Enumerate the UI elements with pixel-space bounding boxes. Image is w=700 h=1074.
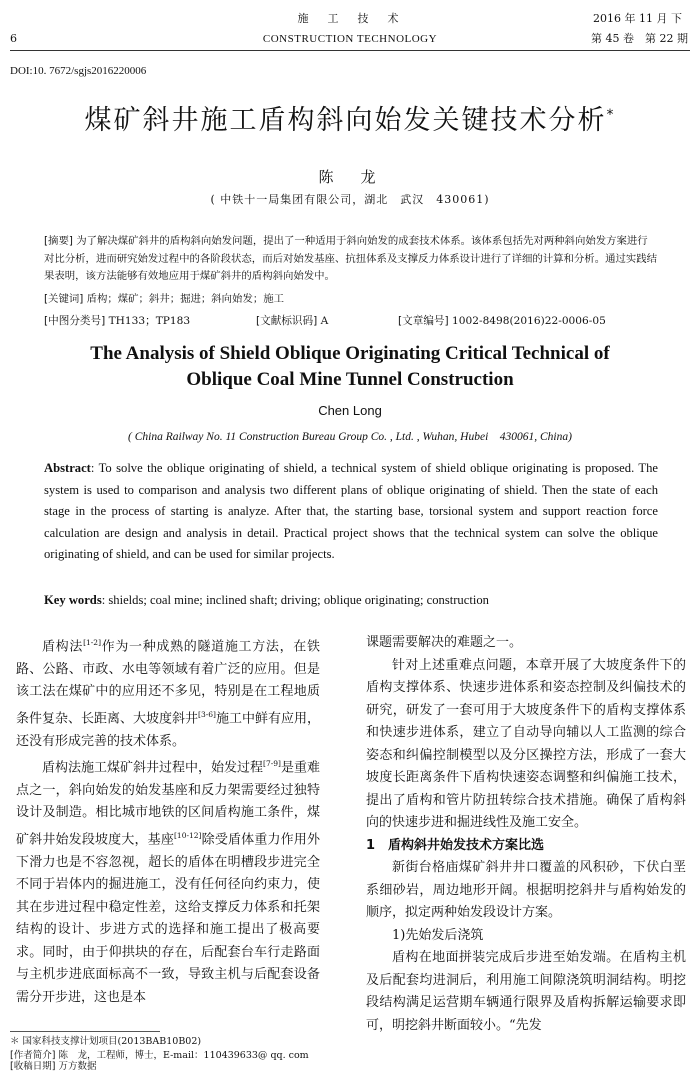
citation: [10-12] — [174, 830, 202, 840]
title-en-line-1: The Analysis of Shield Oblique Originating Critical Technical of — [90, 343, 610, 364]
citation: [3-6] — [198, 709, 216, 719]
body-column-left — [16, 632, 320, 1009]
clc-value: TH133；TP183 — [108, 315, 191, 327]
issue-date: 2016 年 11 月 下 — [593, 12, 682, 25]
abstract-cn-label: [摘要] — [44, 235, 73, 247]
title-footnote-mark: * — [606, 107, 616, 123]
body-text: 盾构法施工煤矿斜井过程中，始发过程 — [42, 760, 264, 776]
abstract-en — [44, 458, 658, 566]
clc-number — [44, 313, 190, 328]
fund-footnote: ＊ 国家科技支撑计划项目(2013BAB10B02) — [10, 1036, 202, 1047]
abstract-cn — [44, 233, 658, 286]
header-rule — [10, 50, 690, 51]
journal-name-en: CONSTRUCTION TECHNOLOGY — [262, 33, 438, 45]
journal-name-cn: 施 工 技 术 — [297, 12, 403, 25]
article-number-label: [文章编号] — [398, 315, 449, 327]
affiliation-en: ( China Railway No. 11 Construction Bureau Group Co. , Ltd. , Wuhan, Hubei 430061, China) — [128, 431, 572, 443]
keywords-cn-label: [关键词] — [44, 293, 84, 305]
affiliation-cn: ( 中铁十一局集团有限公司，湖北 武汉 430061) — [210, 193, 490, 206]
body-paragraph: 新街台格庙煤矿斜井井口覆盖的风积砂，下伏白垩系细砂岩，周边地形开阔。根据明挖斜井与盾构始发的顺序，拟定两种始发段设计方案。 — [366, 860, 686, 920]
received-date — [10, 1060, 340, 1074]
abstract-en-label: Abstract — [44, 461, 91, 475]
citation: [1-2] — [83, 638, 101, 647]
page-number: 6 — [10, 32, 17, 45]
section-heading: 1 盾构斜井始发技术方案比选 — [366, 837, 545, 853]
author-bio-text: 陈 龙，工程师，博士，E-mail：110439633@ qq. com — [58, 1050, 309, 1061]
body-paragraph — [16, 753, 320, 1009]
footnote-rule — [10, 1031, 160, 1032]
body-paragraph: 课题需要解决的难题之一。 — [366, 635, 523, 650]
title-en-line-2: Oblique Coal Mine Tunnel Construction — [186, 369, 514, 390]
citation: [7-9] — [263, 759, 281, 769]
body-text: 施工中鲜有应用，还没有形成完善的技术体系。 — [16, 711, 320, 749]
author-cn: 陈 龙 — [318, 168, 382, 186]
body-paragraph: 盾构在地面拼装完成后步进至始发端。在盾构主机及后配套均进洞后，利用施工间隙浇筑明洞结构。明挖段结构满足运营期车辆通行限界及盾构拆解运输要求即可，明挖斜井断面较小。“先发 — [366, 950, 686, 1033]
doi: DOI:10. 7672/sgjs2016220006 — [10, 65, 147, 77]
paper-title-en — [0, 341, 700, 393]
body-text: 作为一种成熟的隧道施工方法，在铁路、公路、市政、水电等领域有着广泛的应用。但是该工法在煤矿中的应用还不多见，特别是在工程地质条件复杂、长距离、大坡度斜井 — [16, 639, 320, 727]
issue-volume: 第 45 卷 第 22 期 — [591, 32, 688, 45]
title-cn-text: 煤矿斜井施工盾构斜向始发关键技术分析 — [84, 105, 607, 136]
document-code — [256, 313, 328, 328]
author-en: Chen Long — [318, 403, 382, 418]
subsection-heading: 1)先始发后浇筑 — [392, 927, 484, 943]
clc-label: [中图分类号] — [44, 315, 106, 327]
body-text: 是重难点之一，斜向始发的始发基座和反力架需要经过独特设计及制造。相比城市地铁的区间盾构施工条件，煤矿斜井始发段坡度大，基座 — [16, 760, 320, 848]
abstract-cn-text: 为了解决煤矿斜井的盾构斜向始发问题，提出了一种适用于斜向始发的成套技术体系。该体系包括先对两种斜向始发方案进行对比分析，进而研究始发过程中的各阶段状态，而后对始发基座、抗扭体系及支撑反力体系设计进行了详细的计算和分析。通过实践结果表明，该方法能够有效地应用于煤矿斜井的盾构斜向始发中。 — [44, 235, 658, 282]
keywords-en — [44, 593, 658, 608]
document-code-label: [文献标识码] — [256, 315, 318, 327]
keywords-en-label: Key words — [44, 593, 102, 607]
paper-title-cn — [0, 98, 700, 137]
article-number — [398, 313, 606, 328]
keywords-cn-text: 盾构；煤矿；斜井；掘进；斜向始发；施工 — [86, 293, 285, 305]
received-date-label: [收稿日期] — [10, 1061, 56, 1072]
article-number-value: 1002-8498(2016)22-0006-05 — [452, 315, 606, 327]
body-column-right — [366, 632, 686, 1037]
body-paragraph: 针对上述重难点问题，本章开展了大坡度条件下的盾构支撑体系、快速步进体系和姿态控制及纠偏技术的研究，研发了一套可用于大坡度条件下的盾构支撑体系和快速步进体系，建立了自动导向辅以人工监测的综合姿态和纠偏控制模型以及分区操控方法，形成了一套大坡度长距离条件下盾构快速姿态调整和纠偏施工技术，提出了盾构和管片防扭转综合技术措施。确保了盾构斜向的快速步进和掘进线性及施工安全。 — [366, 657, 686, 830]
author-bio-label: [作者简介] — [10, 1050, 56, 1061]
document-code-value: A — [320, 315, 329, 327]
body-text: 除受盾体重力作用外下滑力也是不容忽视，超长的盾体在明槽段步进完全不同于岩体内的掘进施工，没有任何径向约束力，使其在步进过程中稳定性差，这给支撑反力体系和托架结构的设计、步进方式的选择和施工提出了极高要求。同时，由于仰拱块的存在，后配套台车行走路面与主机步进底面标高不一致，导致主机与后配套设备需分开步进，这也是本 — [16, 832, 320, 1005]
abstract-en-text: : To solve the oblique originating of shield, a technical system of shield oblique originating is proposed. The system is used to comparison and analysis two different plans of oblique originating of shield. Then the state of each stage in the process of starting is analyze. After that, the starting base, torsional system and support reaction force calculation are design and analysis in detail. Practical project shows that the technical system can solve the oblique originating of shield, and can be used for similar projects. — [44, 461, 658, 561]
body-paragraph — [16, 632, 320, 753]
received-date-text: 万方数据 — [58, 1061, 97, 1072]
keywords-cn — [44, 291, 658, 309]
body-text: 盾构法 — [42, 639, 84, 655]
keywords-en-text: : shields; coal mine; inclined shaft; driving; oblique originating; construction — [101, 593, 489, 607]
